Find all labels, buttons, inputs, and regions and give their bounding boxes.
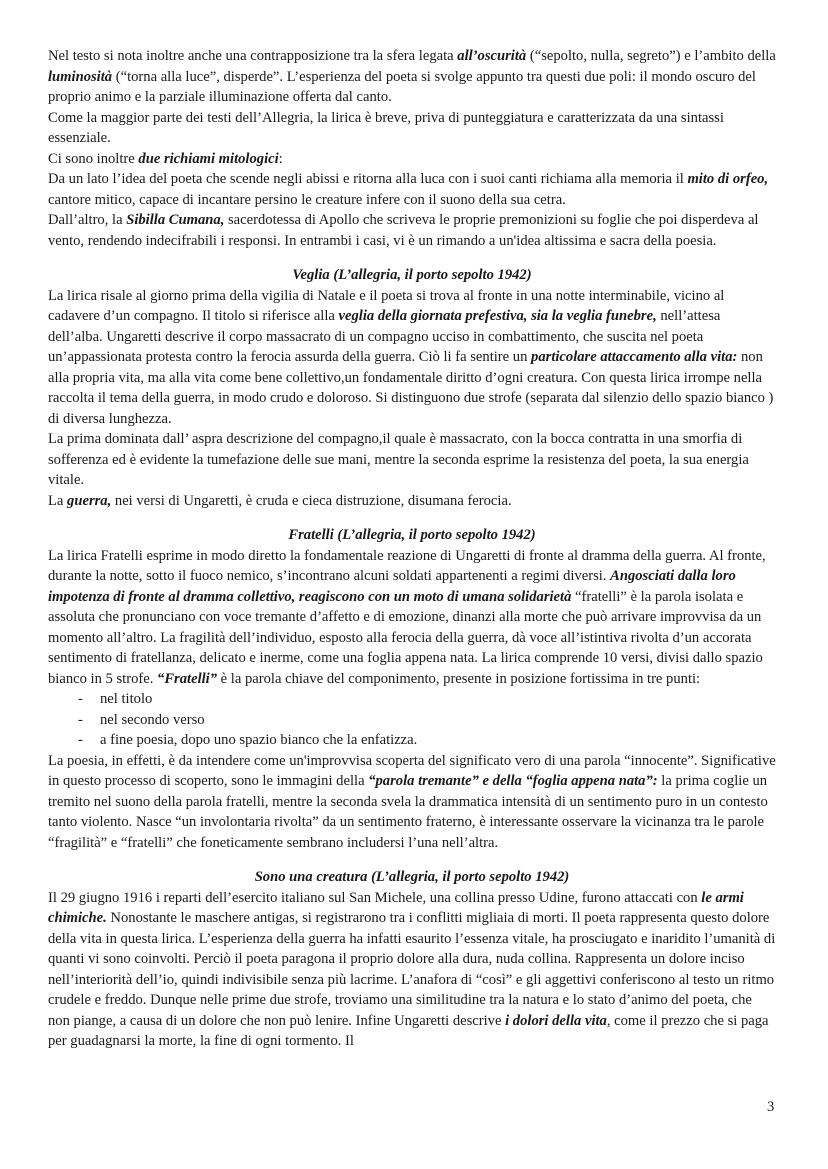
emphasis-orfeo: mito di orfeo, — [687, 171, 769, 187]
section-gap — [48, 511, 776, 525]
fratelli-paragraph-2: La poesia, in effetti, è da intendere come un'improvvisa scoperta del significato vero di una parola “innocente”. Significative in questo processo di scoperto, sono le immagini della “parola tremante” e della “foglia appena nata”: la prima coglie un tremito nel suono della parola fratelli, mentre la seconda svela la drammatica intensità di un sentimento puro in un contesto tanto violento. Nasce “un involontaria rivolta” da un sentimento fraterno, è interessante osservare la vicinanza tra le parole “fragilità” e “fratelli” che foneticamente sembrano includersi l’una nell’altra. — [48, 752, 776, 851]
document-page — [48, 46, 776, 1052]
fratelli-list — [48, 689, 776, 751]
page-number: 3 — [767, 1099, 775, 1115]
fratelli-heading: Fratelli (L’allegria, il porto sepolto 1942) — [288, 527, 536, 543]
emphasis-armi-chimiche: le armi chimiche. — [48, 889, 744, 926]
emphasis-sibilla: Sibilla Cumana, — [126, 212, 225, 228]
emphasis-richiami: due richiami mitologici — [138, 150, 279, 167]
intro-paragraph-3: Ci sono inoltre due richiami mitologici: — [48, 150, 283, 167]
dash-marker: - — [78, 691, 83, 707]
list-item: - nel secondo verso — [48, 710, 776, 731]
list-item: - a fine poesia, dopo uno spazio bianco che la enfatizza. — [48, 730, 776, 751]
emphasis-veglia: veglia della giornata prefestiva, sia la veglia funebre, — [338, 308, 657, 324]
emphasis-dolori: i dolori della vita — [505, 1012, 607, 1029]
emphasis-oscurita: all’oscurità — [457, 48, 527, 64]
emphasis-fratelli: “Fratelli” — [157, 670, 218, 687]
fratelli-paragraph-1: La lirica Fratelli esprime in modo diretto la fondamentale reazione di Ungaretti di fronte al dramma della guerra. Al fronte, durante la notte, sotto il fuoco nemico, s’incontrano alcuni soldati appartenenti a regimi diversi. Angosciati dalla loro impotenza di fronte al dramma collettivo, reagiscono con un moto di umana solidarietà “fratelli” è la parola isolata e assoluta che pronunciano con voce tremante d’affetto e di emozione, dinanzi alla morte che può arrivare improvvisa da un momento all’altro. La fragilità dell’individuo, esposto alla ferocia della guerra, dà voce all’istintiva rivolta d’un accorata sentimento di fratellanza, delicato e inerme, come una foglia appena nata. La lirica comprende 10 versi, divisi dallo spazio bianco in 5 strofe. “Fratelli” è la parola chiave del componimento, presente in posizione fortissima in tre punti: — [48, 547, 766, 687]
creatura-heading: Sono una creatura (L’allegria, il porto sepolto 1942) — [254, 869, 570, 885]
emphasis-parola-tremante: “parola tremante” e della “foglia appena nata”: — [368, 773, 658, 789]
list-item: - nel titolo — [48, 689, 776, 710]
veglia-paragraph-2: La prima dominata dall’ aspra descrizione del compagno,il quale è massacrato, con la bocca contratta in una smorfia di sofferenza ed è evidente la tumefazione delle sue mani, mentre la seconda esprime la resistenza del poeta, la sua energia vitale. — [48, 431, 749, 488]
emphasis-guerra: guerra, — [67, 492, 112, 509]
dash-marker: - — [78, 732, 83, 748]
veglia-paragraph-3: La guerra, nei versi di Ungaretti, è cruda e cieca distruzione, disumana ferocia. — [48, 492, 512, 509]
intro-paragraph-5: Dall’altro, la Sibilla Cumana, sacerdotessa di Apollo che scriveva le proprie premonizioni su foglie che poi disperdeva al vento, rendendo indecifrabili i responsi. In entrambi i casi, vi è un rimando a un'idea altissima e sacra della poesia. — [48, 212, 759, 249]
veglia-heading: Veglia (L’allegria, il porto sepolto 1942) — [292, 267, 532, 283]
section-gap — [48, 853, 776, 867]
creatura-paragraph-1: Il 29 giugno 1916 i reparti dell’esercito italiano sul San Michele, una collina presso Udine, furono attaccati con le armi chimiche. Nonostante le maschere antigas, si registrarono tra i conflitti migliaia di morti. Il poeta rappresenta questo dolore della vita in questa lirica. L’esperienza della guerra ha infatti esaurito l’essenza vitale, ha prosciugato e inaridito l’umanità di quanti vi sono coinvolti. Perciò il poeta paragona il proprio dolore alla dura, nuda collina. Rappresenta un dolore inciso nell’interiorità dell’io, quindi indivisibile senza più lacrime. L’anafora di “così” e gli aggettivi conferiscono al testo un ritmo crudele e freddo. Dunque nelle prime due strofe, troviamo una similitudine tra la natura e lo stato d’animo del poeta, che non piange, a causa di un dolore che non può lenire. Infine Ungaretti descrive i dolori della vita, come il prezzo che si paga per guadagnarsi la morte, la fine di ogni tormento. Il — [48, 889, 776, 1049]
intro-paragraph-4: Da un lato l’idea del poeta che scende negli abissi e ritorna alla luca con i suoi canti richiama alla memoria il mito di orfeo, cantore mitico, capace di incantare persino le creature infere con il suono della sua cetra. — [48, 171, 769, 208]
emphasis-angosciati: Angosciati dalla loro impotenza di fronte al dramma collettivo, reagiscono con un moto di umana solidarietà — [48, 568, 736, 605]
veglia-paragraph-1: La lirica risale al giorno prima della vigilia di Natale e il poeta si trova al fronte in una notte interminabile, vicino al cadavere d’un compagno. Il titolo si riferisce alla veglia della giornata prefestiva, sia la veglia funebre, nell’attesa dell’alba. Ungaretti descrive il corpo massacrato di un compagno ucciso in combattimento, che suscita nel poeta un’appassionata protesta contro la ferocia assurda della guerra. Ciò li fa sentire un particolare attaccamento alla vita: non alla propria vita, ma alla vita come bene collettivo,un fondamentale diritto d’ogni creatura. Con questa lirica irrompe nella raccolta il tema della guerra, in modo crudo e doloroso. Si distinguono due strofe (separata dal silenzio dello spazio bianco ) di diversa lunghezza. — [48, 287, 774, 427]
section-gap — [48, 251, 776, 265]
intro-paragraph-1: Nel testo si nota inoltre anche una contrapposizione tra la sfera legata all’oscurità (“sepolto, nulla, segreto”) e l’ambito della luminosità (“torna alla luce”, disperde”. L’esperienza del poeta si svolge appunto tra questi due poli: il mondo oscuro del proprio animo e la parziale illuminazione offerta dal canto. — [48, 48, 776, 105]
intro-paragraph-2: Come la maggior parte dei testi dell’Allegria, la lirica è breve, priva di punteggiatura e caratterizzata da una sintassi essenziale. — [48, 109, 724, 146]
dash-marker: - — [78, 711, 83, 728]
emphasis-attaccamento: particolare attaccamento alla vita: — [531, 349, 738, 365]
emphasis-luminosita: luminosità — [48, 68, 113, 85]
